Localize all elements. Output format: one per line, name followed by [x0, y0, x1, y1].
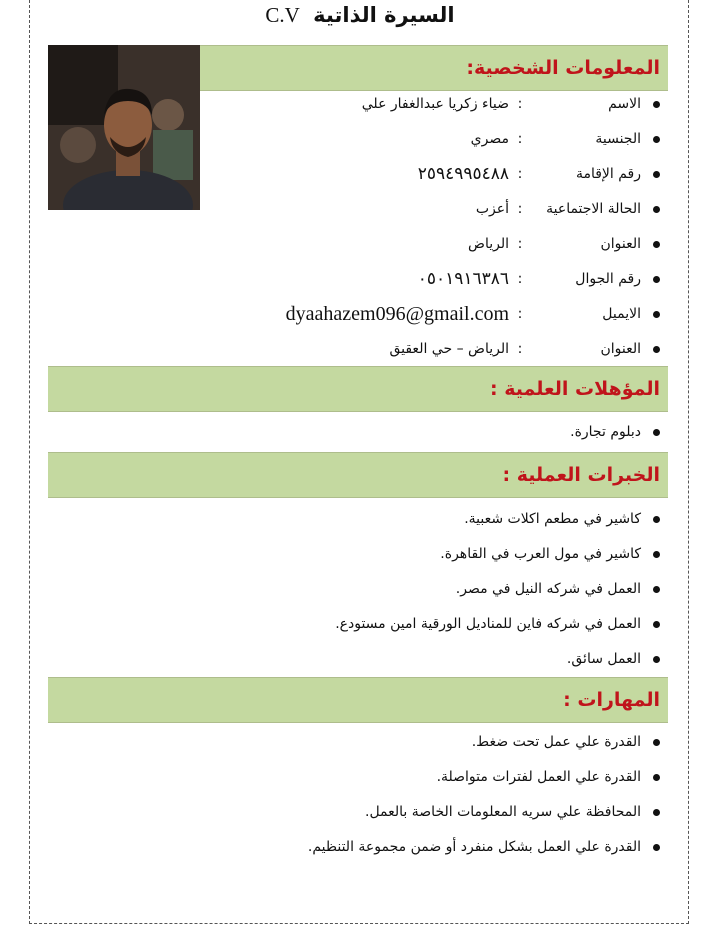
info-label: رقم الجوال	[575, 271, 641, 287]
info-row	[471, 127, 660, 151]
bullet-icon	[653, 241, 660, 248]
bullet-icon	[653, 346, 660, 353]
info-value: ضياء زكريا عبدالغفار علي	[361, 96, 509, 112]
bullet-icon	[653, 101, 660, 108]
list-item-text: القدرة علي عمل تحت ضغط.	[471, 734, 641, 750]
info-label: العنوان	[600, 341, 641, 357]
list-item-text: القدرة علي العمل بشكل منفرد أو ضمن مجموعة التنظيم.	[307, 839, 641, 855]
bullet-icon	[653, 171, 660, 178]
colon-separator: :	[517, 271, 523, 287]
bullet-icon	[653, 276, 660, 283]
list-item	[440, 542, 660, 566]
colon-separator: :	[517, 236, 523, 252]
info-label: العنوان	[600, 236, 641, 252]
list-item	[456, 577, 660, 601]
list-item-text: كاشير في مطعم اكلات شعبية.	[464, 511, 641, 527]
list-item-text: دبلوم تجارة.	[570, 424, 641, 440]
bullet-icon	[653, 551, 660, 558]
page-title	[0, 2, 720, 28]
list-item	[570, 420, 660, 444]
info-label: الاسم	[608, 96, 641, 112]
list-item	[437, 765, 660, 789]
list-item-text: العمل سائق.	[566, 651, 641, 667]
list-item	[472, 730, 660, 754]
person-portrait-icon	[48, 45, 200, 210]
colon-separator: :	[517, 96, 523, 112]
colon-separator: :	[517, 341, 523, 357]
section-title-education: المؤهلات العلمية :	[490, 378, 660, 400]
list-item-text: العمل في شركه فاين للمناديل الورقية امين مستودع.	[335, 616, 641, 632]
profile-photo	[48, 45, 200, 210]
list-item-text: المحافظة علي سريه المعلومات الخاصة بالعمل.	[365, 804, 641, 820]
bullet-icon	[653, 656, 660, 663]
info-row	[362, 92, 660, 116]
bullet-icon	[653, 429, 660, 436]
list-item-text: العمل في شركه النيل في مصر.	[455, 581, 641, 597]
colon-separator: :	[517, 201, 523, 217]
info-value: الرياض	[468, 236, 509, 252]
bullet-icon	[653, 774, 660, 781]
colon-separator: :	[517, 131, 523, 147]
info-value: ٢٥٩٤٩٩٥٤٨٨	[417, 164, 509, 184]
list-item	[464, 507, 660, 531]
info-value: أعزب	[475, 201, 509, 217]
section-title-skills: المهارات :	[563, 689, 660, 711]
info-row	[468, 232, 660, 256]
bullet-icon	[653, 739, 660, 746]
info-label: رقم الإقامة	[575, 166, 641, 182]
colon-separator: :	[517, 306, 523, 322]
bullet-icon	[653, 621, 660, 628]
title-en: C.V	[265, 3, 300, 27]
list-item	[308, 835, 660, 859]
info-value: الرياض – حي العقيق	[389, 341, 509, 357]
info-label: الجنسية	[595, 131, 641, 147]
bullet-icon	[653, 586, 660, 593]
section-header-skills	[48, 677, 668, 723]
info-row	[418, 267, 660, 291]
bullet-icon	[653, 206, 660, 213]
bullet-icon	[653, 516, 660, 523]
info-row	[286, 302, 660, 326]
info-value: ٠٥٠١٩١٦٣٨٦	[417, 269, 509, 289]
info-value: dyaahazem096@gmail.com	[285, 302, 509, 325]
section-header-education	[48, 366, 668, 412]
title-ar: السيرة الذاتية	[313, 3, 455, 27]
info-value: مصري	[470, 131, 509, 147]
info-row	[389, 337, 660, 361]
list-item-text: كاشير في مول العرب في القاهرة.	[440, 546, 641, 562]
colon-separator: :	[517, 166, 523, 182]
list-item-text: القدرة علي العمل لفترات متواصلة.	[436, 769, 641, 785]
bullet-icon	[653, 809, 660, 816]
bullet-icon	[653, 844, 660, 851]
bullet-icon	[653, 136, 660, 143]
list-item	[365, 800, 660, 824]
section-title-personal: المعلومات الشخصية:	[466, 57, 660, 79]
info-label: الحالة الاجتماعية	[546, 201, 641, 217]
info-row	[476, 197, 660, 221]
info-label: الايميل	[602, 306, 641, 322]
list-item	[567, 647, 660, 671]
section-header-experience	[48, 452, 668, 498]
section-title-experience: الخبرات العملية :	[502, 464, 660, 486]
list-item	[335, 612, 660, 636]
bullet-icon	[653, 311, 660, 318]
info-row	[418, 162, 660, 186]
